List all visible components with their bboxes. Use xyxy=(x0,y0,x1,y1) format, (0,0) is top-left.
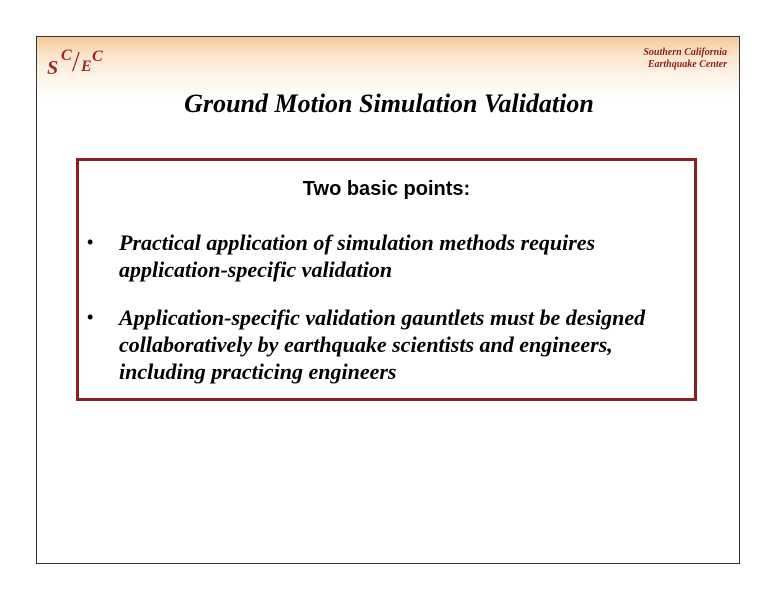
logo-letter-e: E xyxy=(81,58,92,75)
key-points-box xyxy=(76,158,697,401)
organization-name xyxy=(643,47,727,71)
logo-letter-c2: C xyxy=(92,48,103,65)
point-item xyxy=(79,304,694,385)
organization-line-1: Southern California xyxy=(643,47,727,58)
bullet-icon: • xyxy=(87,232,94,252)
logo-letter-s: S xyxy=(47,57,59,79)
bullet-icon: • xyxy=(87,307,94,327)
points-list xyxy=(79,229,694,406)
logo-letter-c: C xyxy=(61,47,72,64)
box-heading: Two basic points: xyxy=(302,178,471,200)
logo-slash: / xyxy=(72,47,80,78)
slide xyxy=(36,36,740,564)
scec-logo xyxy=(45,45,111,81)
point-item xyxy=(79,229,694,283)
point-text: Practical application of simulation methods requires application-specific validation xyxy=(119,230,596,282)
organization-line-2: Earthquake Center xyxy=(647,59,727,70)
point-text: Application-specific validation gauntlets must be designed collaboratively by earthquake scientists and engineers, including practicing engineers xyxy=(119,305,646,384)
slide-title: Ground Motion Simulation Validation xyxy=(184,89,594,118)
